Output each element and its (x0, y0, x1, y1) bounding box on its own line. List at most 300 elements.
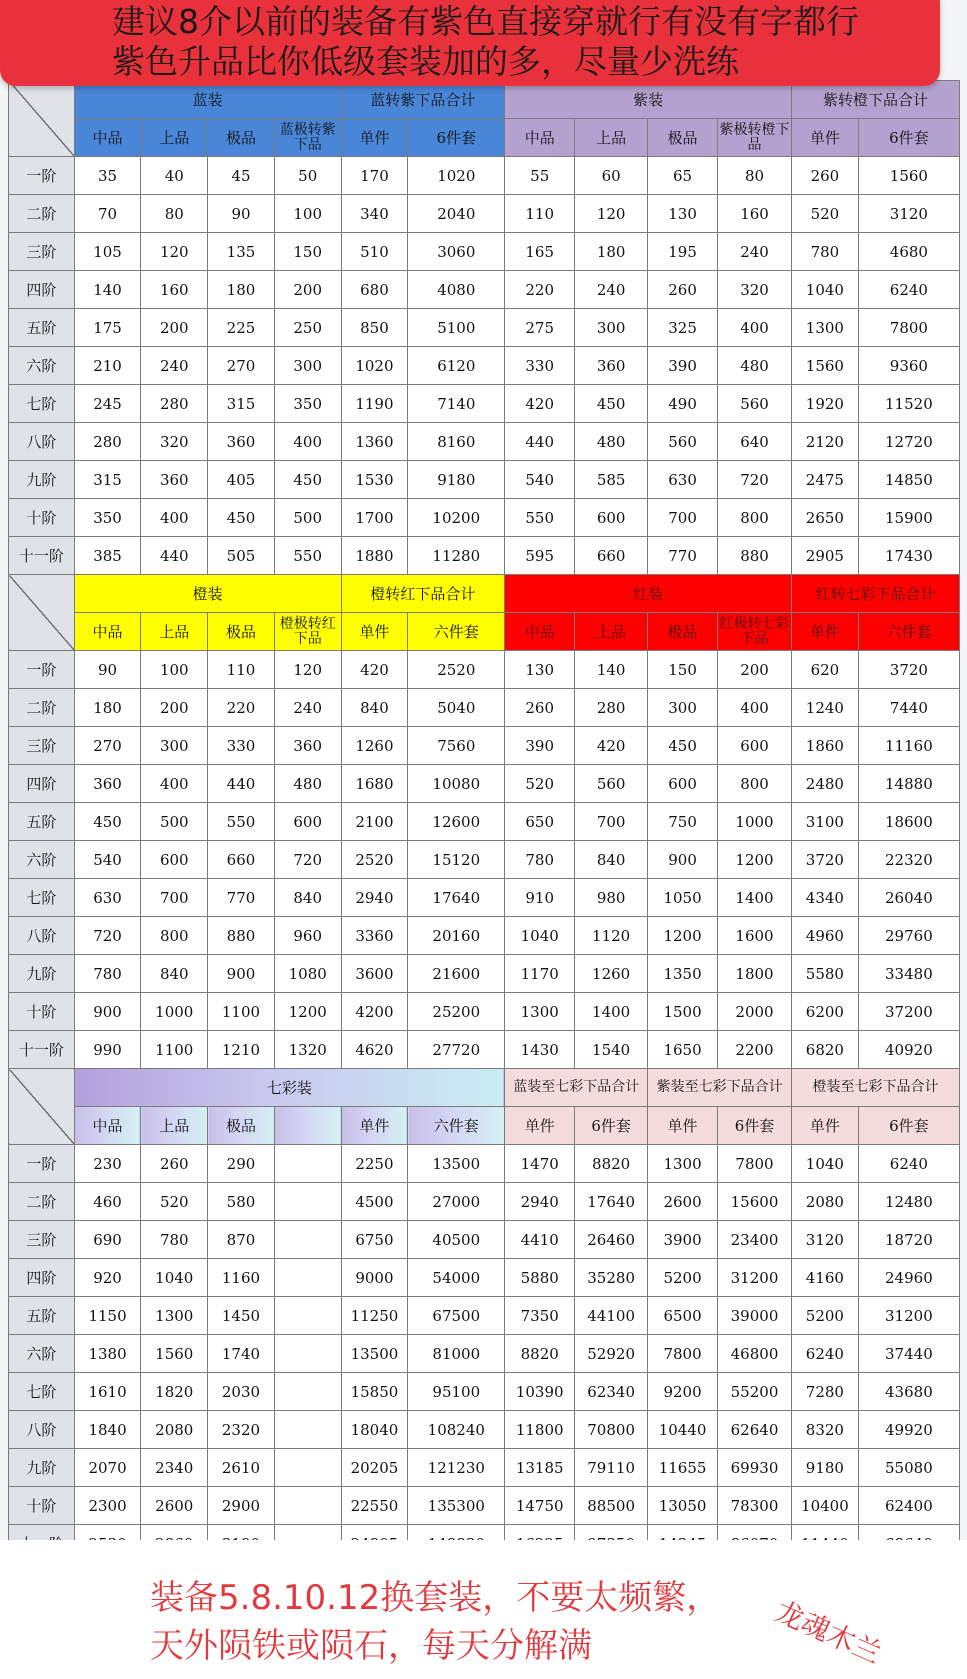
table-cell: 1300 (648, 1145, 718, 1183)
table-cell: 12480 (858, 1183, 959, 1221)
table-cell: 69930 (717, 1449, 791, 1487)
table-cell: 2300 (74, 1487, 141, 1525)
table-cell: 900 (208, 955, 275, 993)
table-cell: 2480 (792, 765, 859, 803)
table-cell: 1190 (341, 385, 408, 423)
column-header: 上品 (141, 1107, 208, 1145)
column-header: 上品 (575, 613, 648, 651)
table-row (9, 955, 960, 993)
table-cell: 79110 (575, 1449, 648, 1487)
table-cell: 3060 (408, 233, 505, 271)
table-cell: 1840 (74, 1411, 141, 1449)
column-header: 上品 (141, 119, 208, 157)
table-cell: 350 (274, 385, 341, 423)
table-cell: 330 (505, 347, 575, 385)
table-cell: 121230 (408, 1449, 505, 1487)
column-header: 单件 (505, 1107, 575, 1145)
table-cell: 11655 (648, 1449, 718, 1487)
column-header: 极品 (208, 119, 275, 157)
table-cell: 440 (141, 537, 208, 575)
table-row (9, 1297, 960, 1335)
table-cell: 325 (648, 309, 718, 347)
table-cell: 840 (575, 841, 648, 879)
table-cell: 2520 (341, 841, 408, 879)
table-cell: 595 (505, 537, 575, 575)
column-header: 中品 (74, 1107, 141, 1145)
table-cell: 2520 (408, 651, 505, 689)
table-cell: 5100 (408, 309, 505, 347)
column-header: 单件 (341, 119, 408, 157)
table-cell: 4500 (341, 1183, 408, 1221)
table-cell: 7440 (858, 689, 959, 727)
table-cell: 22550 (341, 1487, 408, 1525)
table-cell: 1100 (208, 993, 275, 1031)
table-cell: 6120 (408, 347, 505, 385)
table-cell: 3120 (792, 1221, 859, 1259)
table-cell: 13185 (505, 1449, 575, 1487)
table-row (9, 157, 960, 195)
table-cell: 1380 (74, 1335, 141, 1373)
column-header: 中品 (74, 613, 141, 651)
footer-note (0, 1540, 967, 1679)
tier-label: 七阶 (9, 385, 75, 423)
table-cell: 960 (274, 917, 341, 955)
table-cell: 540 (505, 461, 575, 499)
table-cell: 180 (575, 233, 648, 271)
table-cell: 1540 (575, 1031, 648, 1069)
table-cell: 37440 (858, 1335, 959, 1373)
table-cell: 510 (341, 233, 408, 271)
table-cell: 10200 (408, 499, 505, 537)
table-cell: 500 (274, 499, 341, 537)
tier-label: 三阶 (9, 727, 75, 765)
table-cell: 8820 (575, 1145, 648, 1183)
table-cell: 220 (208, 689, 275, 727)
table-cell: 130 (648, 195, 718, 233)
table-cell: 600 (717, 727, 791, 765)
table-cell: 27720 (408, 1031, 505, 1069)
table-cell: 7800 (858, 309, 959, 347)
tier-label: 十阶 (9, 993, 75, 1031)
table-cell: 360 (208, 423, 275, 461)
table-cell: 14750 (505, 1487, 575, 1525)
table-cell: 9180 (792, 1449, 859, 1487)
tier-label: 四阶 (9, 1259, 75, 1297)
table-row (9, 385, 960, 423)
table-cell: 55 (505, 157, 575, 195)
equipment-cost-table-wrapper (8, 80, 960, 1563)
table-cell: 225 (208, 309, 275, 347)
group-header: 橙装 (74, 575, 341, 613)
column-header: 单件 (648, 1107, 718, 1145)
table-cell: 240 (717, 233, 791, 271)
column-header: 单件 (792, 613, 859, 651)
table-cell: 720 (717, 461, 791, 499)
table-row (9, 765, 960, 803)
table-cell (274, 1373, 341, 1411)
table-cell: 2100 (341, 803, 408, 841)
table-cell: 220 (505, 271, 575, 309)
table-cell: 1260 (575, 955, 648, 993)
table-cell: 390 (505, 727, 575, 765)
table-cell: 450 (74, 803, 141, 841)
table-cell: 1150 (74, 1297, 141, 1335)
table-row (9, 1449, 960, 1487)
table-cell: 60 (575, 157, 648, 195)
table-cell: 10440 (648, 1411, 718, 1449)
table-cell: 12720 (858, 423, 959, 461)
table-cell: 108240 (408, 1411, 505, 1449)
table-cell: 195 (648, 233, 718, 271)
table-cell: 17640 (408, 879, 505, 917)
table-cell: 270 (208, 347, 275, 385)
table-cell: 170 (341, 157, 408, 195)
table-cell: 240 (575, 271, 648, 309)
table-cell: 780 (141, 1221, 208, 1259)
table-cell: 40500 (408, 1221, 505, 1259)
table-cell: 900 (74, 993, 141, 1031)
table-cell: 2030 (208, 1373, 275, 1411)
table-cell: 3720 (792, 841, 859, 879)
table-cell: 980 (575, 879, 648, 917)
table-cell: 1600 (717, 917, 791, 955)
table-cell: 2040 (408, 195, 505, 233)
table-cell: 500 (141, 803, 208, 841)
table-cell: 13050 (648, 1487, 718, 1525)
table-cell: 1650 (648, 1031, 718, 1069)
table-cell: 5200 (792, 1297, 859, 1335)
table-cell: 460 (74, 1183, 141, 1221)
column-header: 6件套 (575, 1107, 648, 1145)
table-cell: 450 (274, 461, 341, 499)
table-cell: 1400 (575, 993, 648, 1031)
tier-label: 七阶 (9, 879, 75, 917)
table-cell (274, 1145, 341, 1183)
table-cell: 2200 (717, 1031, 791, 1069)
table-cell: 95100 (408, 1373, 505, 1411)
footer-line-1: 装备5.8.10.12换套装，不要太频繁， (150, 1578, 721, 1618)
table-cell: 780 (505, 841, 575, 879)
tier-label: 九阶 (9, 461, 75, 499)
table-cell: 990 (74, 1031, 141, 1069)
table-cell: 1530 (341, 461, 408, 499)
table-cell: 120 (575, 195, 648, 233)
table-cell: 4620 (341, 1031, 408, 1069)
table-cell: 260 (141, 1145, 208, 1183)
table-cell (274, 1487, 341, 1525)
table-cell: 43680 (858, 1373, 959, 1411)
table-cell: 7800 (717, 1145, 791, 1183)
table-row (9, 1145, 960, 1183)
table-cell: 40920 (858, 1031, 959, 1069)
table-cell: 300 (141, 727, 208, 765)
table-row (9, 271, 960, 309)
table-cell: 120 (274, 651, 341, 689)
table-cell: 600 (575, 499, 648, 537)
table-cell: 440 (505, 423, 575, 461)
tier-label: 九阶 (9, 955, 75, 993)
table-cell: 2940 (341, 879, 408, 917)
table-cell: 680 (341, 271, 408, 309)
table-cell: 80 (717, 157, 791, 195)
table-cell: 2070 (74, 1449, 141, 1487)
table-cell: 385 (74, 537, 141, 575)
column-header: 上品 (141, 613, 208, 651)
table-cell: 1210 (208, 1031, 275, 1069)
table-cell: 1040 (792, 271, 859, 309)
table-cell: 340 (341, 195, 408, 233)
table-cell: 5580 (792, 955, 859, 993)
column-header: 极品 (208, 1107, 275, 1145)
table-cell: 17640 (575, 1183, 648, 1221)
column-header: 6件套 (408, 119, 505, 157)
table-cell: 3120 (858, 195, 959, 233)
table-cell: 315 (74, 461, 141, 499)
table-cell: 620 (792, 651, 859, 689)
table-cell: 8820 (505, 1335, 575, 1373)
tier-label: 四阶 (9, 271, 75, 309)
tier-label: 一阶 (9, 651, 75, 689)
group-header: 红转七彩下品合计 (792, 575, 960, 613)
table-row (9, 461, 960, 499)
table-cell: 6240 (858, 1145, 959, 1183)
table-row (9, 1411, 960, 1449)
table-row (9, 1183, 960, 1221)
table-cell: 1000 (141, 993, 208, 1031)
table-cell: 2250 (341, 1145, 408, 1183)
table-cell: 7350 (505, 1297, 575, 1335)
group-header: 蓝转紫下品合计 (341, 81, 505, 119)
tier-label: 八阶 (9, 1411, 75, 1449)
table-cell: 390 (648, 347, 718, 385)
table-cell: 26460 (575, 1221, 648, 1259)
table-cell (274, 1297, 341, 1335)
table-cell: 120 (141, 233, 208, 271)
group-header: 蓝装至七彩下品合计 (505, 1069, 648, 1107)
table-cell: 8320 (792, 1411, 859, 1449)
table-cell: 880 (717, 537, 791, 575)
table-row (9, 499, 960, 537)
table-cell (274, 1411, 341, 1449)
table-cell: 1120 (575, 917, 648, 955)
table-cell: 8160 (408, 423, 505, 461)
table-cell: 550 (274, 537, 341, 575)
column-header: 红极转七彩下品 (717, 613, 791, 651)
table-cell: 33480 (858, 955, 959, 993)
table-cell: 4080 (408, 271, 505, 309)
tier-label: 十一阶 (9, 537, 75, 575)
table-cell: 52920 (575, 1335, 648, 1373)
table-cell: 3100 (792, 803, 859, 841)
table-cell: 550 (208, 803, 275, 841)
table-cell: 505 (208, 537, 275, 575)
table-cell: 6820 (792, 1031, 859, 1069)
table-cell: 175 (74, 309, 141, 347)
table-cell: 90 (208, 195, 275, 233)
column-header: 六件套 (408, 1107, 505, 1145)
table-cell: 70 (74, 195, 141, 233)
table-cell: 540 (74, 841, 141, 879)
table-cell: 1300 (505, 993, 575, 1031)
tier-label: 六阶 (9, 347, 75, 385)
table-cell: 22320 (858, 841, 959, 879)
table-cell: 420 (575, 727, 648, 765)
table-cell: 31200 (858, 1297, 959, 1335)
table-cell: 1080 (274, 955, 341, 993)
table-cell: 245 (74, 385, 141, 423)
table-cell: 1050 (648, 879, 718, 917)
column-header: 6件套 (717, 1107, 791, 1145)
table-cell: 270 (74, 727, 141, 765)
column-header: 六件套 (858, 613, 959, 651)
group-header: 紫装 (505, 81, 792, 119)
table-cell: 900 (648, 841, 718, 879)
table-cell: 585 (575, 461, 648, 499)
table-cell: 260 (505, 689, 575, 727)
table-cell: 110 (505, 195, 575, 233)
table-cell: 14850 (858, 461, 959, 499)
tier-label: 五阶 (9, 309, 75, 347)
table-cell: 750 (648, 803, 718, 841)
table-cell: 1300 (792, 309, 859, 347)
table-cell: 1560 (792, 347, 859, 385)
table-row (9, 1487, 960, 1525)
table-cell: 88500 (575, 1487, 648, 1525)
table-cell: 7140 (408, 385, 505, 423)
table-cell: 2475 (792, 461, 859, 499)
table-cell: 5040 (408, 689, 505, 727)
column-header: 蓝极转紫下品 (274, 119, 341, 157)
column-header: 中品 (74, 119, 141, 157)
table-cell: 4160 (792, 1259, 859, 1297)
table-cell: 18040 (341, 1411, 408, 1449)
header-corner (9, 1069, 75, 1145)
table-cell: 11800 (505, 1411, 575, 1449)
table-cell: 550 (505, 499, 575, 537)
table-cell: 560 (717, 385, 791, 423)
table-cell: 62640 (717, 1411, 791, 1449)
table-cell: 600 (648, 765, 718, 803)
table-cell: 7280 (792, 1373, 859, 1411)
table-cell: 280 (575, 689, 648, 727)
table-cell: 870 (208, 1221, 275, 1259)
table-cell: 29760 (858, 917, 959, 955)
table-cell: 210 (74, 347, 141, 385)
table-cell: 10080 (408, 765, 505, 803)
table-cell: 6200 (792, 993, 859, 1031)
table-cell (274, 1335, 341, 1373)
table-cell: 280 (74, 423, 141, 461)
table-cell: 105 (74, 233, 141, 271)
table-row (9, 537, 960, 575)
table-cell: 160 (717, 195, 791, 233)
table-cell: 9200 (648, 1373, 718, 1411)
banner-line-2: 紫色升品比你低级套装加的多，尽量少洗练 (112, 42, 739, 81)
table-cell: 18600 (858, 803, 959, 841)
table-cell (274, 1259, 341, 1297)
column-header: 中品 (505, 613, 575, 651)
table-cell: 11520 (858, 385, 959, 423)
tier-label: 五阶 (9, 1297, 75, 1335)
column-header: 紫极转橙下品 (717, 119, 791, 157)
table-cell: 770 (648, 537, 718, 575)
table-cell: 2900 (208, 1487, 275, 1525)
table-cell: 110 (208, 651, 275, 689)
table-cell: 12600 (408, 803, 505, 841)
table-cell: 54000 (408, 1259, 505, 1297)
table-cell: 15120 (408, 841, 505, 879)
table-cell: 400 (141, 499, 208, 537)
table-cell: 9000 (341, 1259, 408, 1297)
table-cell: 700 (575, 803, 648, 841)
table-cell: 2120 (792, 423, 859, 461)
column-header: 6件套 (858, 119, 959, 157)
table-cell: 230 (74, 1145, 141, 1183)
tier-label: 三阶 (9, 1221, 75, 1259)
table-cell: 800 (717, 499, 791, 537)
table-cell: 80 (141, 195, 208, 233)
table-cell: 1560 (141, 1335, 208, 1373)
advice-banner (0, 0, 940, 86)
table-cell: 78300 (717, 1487, 791, 1525)
table-cell: 2080 (141, 1411, 208, 1449)
table-row (9, 993, 960, 1031)
table-row (9, 841, 960, 879)
table-cell: 5880 (505, 1259, 575, 1297)
tier-label: 二阶 (9, 689, 75, 727)
table-cell: 15850 (341, 1373, 408, 1411)
table-cell: 135300 (408, 1487, 505, 1525)
table-cell: 10400 (792, 1487, 859, 1525)
table-cell: 880 (208, 917, 275, 955)
table-cell: 520 (505, 765, 575, 803)
table-cell: 27000 (408, 1183, 505, 1221)
table-cell: 26040 (858, 879, 959, 917)
table-cell: 840 (341, 689, 408, 727)
table-cell: 720 (274, 841, 341, 879)
table-cell: 1260 (341, 727, 408, 765)
table-cell: 55200 (717, 1373, 791, 1411)
table-cell: 5200 (648, 1259, 718, 1297)
table-cell: 1350 (648, 955, 718, 993)
table-cell: 400 (717, 689, 791, 727)
table-row (9, 879, 960, 917)
table-cell: 13500 (408, 1145, 505, 1183)
table-cell: 520 (792, 195, 859, 233)
table-cell: 62400 (858, 1487, 959, 1525)
group-header: 紫装至七彩下品合计 (648, 1069, 792, 1107)
table-cell: 320 (717, 271, 791, 309)
table-cell: 1040 (505, 917, 575, 955)
table-cell: 660 (208, 841, 275, 879)
table-cell: 4200 (341, 993, 408, 1031)
table-cell: 720 (74, 917, 141, 955)
tier-label: 八阶 (9, 917, 75, 955)
table-cell: 150 (648, 651, 718, 689)
table-cell: 2940 (505, 1183, 575, 1221)
table-cell: 1820 (141, 1373, 208, 1411)
table-cell: 180 (208, 271, 275, 309)
table-cell: 600 (141, 841, 208, 879)
table-cell: 1100 (141, 1031, 208, 1069)
table-cell: 165 (505, 233, 575, 271)
table-row (9, 1031, 960, 1069)
table-row (9, 689, 960, 727)
table-cell: 100 (274, 195, 341, 233)
table-cell: 840 (141, 955, 208, 993)
table-cell: 1200 (717, 841, 791, 879)
column-header (274, 1107, 341, 1145)
